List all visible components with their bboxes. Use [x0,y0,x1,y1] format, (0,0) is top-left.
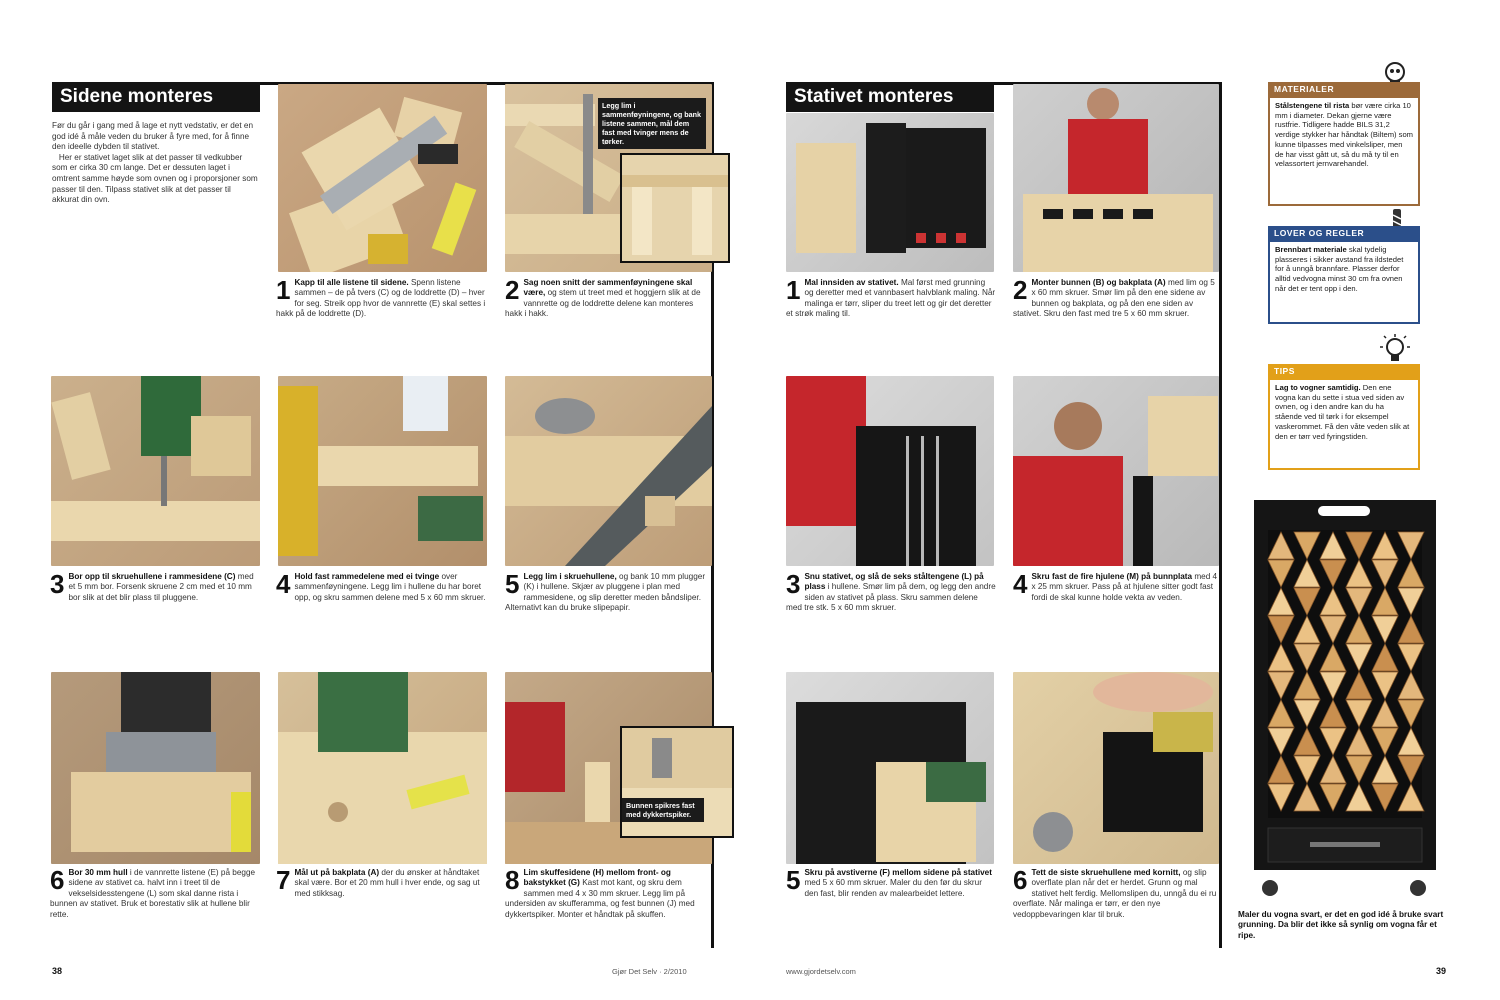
step2-inset-photo [620,153,730,263]
r-step6-photo [1013,672,1219,864]
assembling-base-illustration [1013,84,1219,272]
tips-box: Lag to vogner samtidig. Den ene vogna kan du sette i stua ved siden av ovnen, og i den andre kan du ha stående ved til tørk i for eksempel vaskerommet. Få den våte veden slik at den er tørr ved fyringstiden. [1268,380,1420,470]
callout-step2: Legg lim i sammenføyningene, og bank listene sammen, mål dem fast med tvinger mens de tørker. [598,98,706,149]
hammering-rods-illustration [786,376,994,566]
step-1: 1 Kapp til alle listene til sidene. Spenn listene sammen – de på tvers (C) og de loddrette (D) – hver for seg. Streik opp hvor de vannrette (E) skal settes i hakk på de loddrette (D). [276,275,486,319]
step-6: 6 Bor 30 mm hull i de vannrette listene (E) på begge sidene av stativet ca. halvt inn i treet til de vekselsidesstengene (L) som skal danne rista i bunnen av stativet. Bruk et borestativ slik at hullene blir rette. [50,865,256,919]
page-rule [1219,82,1222,948]
step-4: 4 Hold fast rammedelene med ei tvinge over sammenføyningene. Legg lim i hullene du har boret opp, og skru sammen delene med 5 x 60 mm skruer. [276,569,486,602]
lightbulb-icon [1380,334,1410,366]
callout-step8: Bunnen spikres fast med dykkertspiker. [622,798,704,822]
step7-photo [278,672,487,864]
drill-press-illustration [51,672,260,864]
clamp-glue-illustration [278,376,487,566]
step6-photo [51,672,260,864]
tips-heading: TIPS [1268,364,1420,380]
page-number-left: 38 [52,966,63,976]
materialer-box: Stålstengene til rista bør være cirka 10 mm i diameter. Dekan gjerne være rustfrie. Tidligere hadde BILS 31,2 verdige stykker har håndtak (Biltem) som kunne tilpasses med vinkelsliper, men de har visst gått ut, så du må ty til en velassortert jernvarehandel. [1268,98,1420,206]
step-8: 8 Lim skuffesidene (H) mellom front- og bakstykket (G) Kast mot kant, og skru dem sammen med 4 x 30 mm skruer. Legg lim på undersiden av skufferamma, og fest bunnen (J) med dykkertspiker. Monter et håndtak på skuffen. [505,865,695,919]
drilling-illustration [51,376,260,566]
product-caption: Maler du vogna svart, er det en god idé å bruke svart grunning. Da blir det ikke så synlig om vogna får et ripe. [1238,910,1444,940]
painted-sides-illustration [786,113,994,272]
r-step5-photo [786,672,994,864]
lover-box: Brennbart materiale skal tydelig plasseres i sikker avstand fra ildstedet for å unngå brannfare. Plasser derfor alltid vedvogna minst 30 cm fra ovnen når det er tent opp i den. [1268,242,1420,324]
lover-heading: LOVER OG REGLER [1268,226,1420,242]
wood-cart-illustration [1238,490,1450,900]
finished-wood-cart-photo [1238,490,1450,900]
page-number-right: 39 [1436,966,1447,976]
clamped-boards-illustration [278,84,487,272]
footer-magazine: Gjør Det Selv · 2/2010 [612,967,687,976]
step-7: 7 Mål ut på bakplata (A) der du ønsker at håndtaket skal være. Bor et 20 mm hull i hver ende, og sag ut med stikksag. [276,865,480,898]
step4-photo [278,376,487,566]
filling-holes-illustration [1013,672,1219,864]
r-step2-photo [1013,84,1219,272]
step5-photo [505,376,712,566]
step-2: 2 Sag noen snitt der sammenføyningene skal være, og stem ut treet med et hoggjern slik at de vannrette og de loddrette delene kan monteres hakk i hakk. [505,275,701,319]
r-step-4: 4 Skru fast de fire hjulene (M) på bunnplata med 4 x 25 mm skruer. Pass på at hjulene sitter godt fast fordi de skal kunne holde vekta av veden. [1013,569,1218,602]
r-step-3: 3 Snu stativet, og slå de seks ståltengene (L) på plass i hullene. Smør lim på dem, og legg den andre siden av stativet på plass. Skru sammen delene med tre stk. 5 x 60 mm skruer. [786,569,996,613]
step3-photo [51,376,260,566]
r-step4-photo [1013,376,1219,566]
r-step3-photo [786,376,994,566]
plug-saw-illustration [505,376,712,566]
mounting-wheels-illustration [1013,376,1219,566]
step-5: 5 Legg lim i skruehullene, og bank 10 mm plugger (K) i hullene. Skjær av pluggene i plan med rammesidene, og slip deretter meden båndsliper. Alternativt kan du bruke slipepapir. [505,569,706,613]
r-step-5: 5 Skru på avstiverne (F) mellom sidene på stativet med 5 x 60 mm skruer. Maler du den før du skrur den fast, blir renden av malearbeidet lettere. [786,865,992,898]
intro-text: Før du går i gang med å lage et nytt vedstativ, er det en god idé å måle veden du bruker å fyre med, for å finne den ideelle dybden til stativet. Her er stativet laget slik at det passer til vedkubber som er cirka 30 cm lange. Det er dessuten laget i omtrent samme høyde som ovnen og i proporsjoner som passer til den. Tilpass stativet slik at det passer til akkurat din ovn. [52,121,258,205]
footer-website: www.gjordetselv.com [786,967,856,976]
step1-photo [278,84,487,272]
step-3: 3 Bor opp til skruehullene i rammesidene (C) med et 5 mm bor. Forsenk skruene 2 cm med et 10 mm bor slik at det blir plass til pluggene. [50,569,254,602]
r-step-1: 1 Mal innsiden av stativet. Mal først med grunning og deretter med et vannbasert halvblank maling. Når malinga er tørr, sliper du treet lett og gir det deretter et strøk maling til. [786,275,996,319]
materialer-heading: MATERIALER [1268,82,1420,98]
section-title-sidene: Sidene monteres [52,82,260,112]
r-step-6: 6 Tett de siste skruehullene med kornitt, og slip overflate plan når det er herdet. Grunn og mal stativet helt ferdig. Mellomslipen du, unngå du ei ru overflate. Når malinga er tørr, er den nye vedoppbevaringen klar til bruk. [1013,865,1217,919]
section-title-stativet: Stativet monteres [786,82,994,112]
screwing-braces-illustration [786,672,994,864]
jigsaw-illustration [278,672,487,864]
r-step1-photo [786,113,994,272]
r-step-2: 2 Monter bunnen (B) og bakplata (A) med lim og 5 x 60 mm skruer. Smør lim på den ene sidene av bunnen og bakplata, og på den ene siden av stativet. Skru den fast med tre 5 x 60 mm skruer. [1013,275,1215,319]
